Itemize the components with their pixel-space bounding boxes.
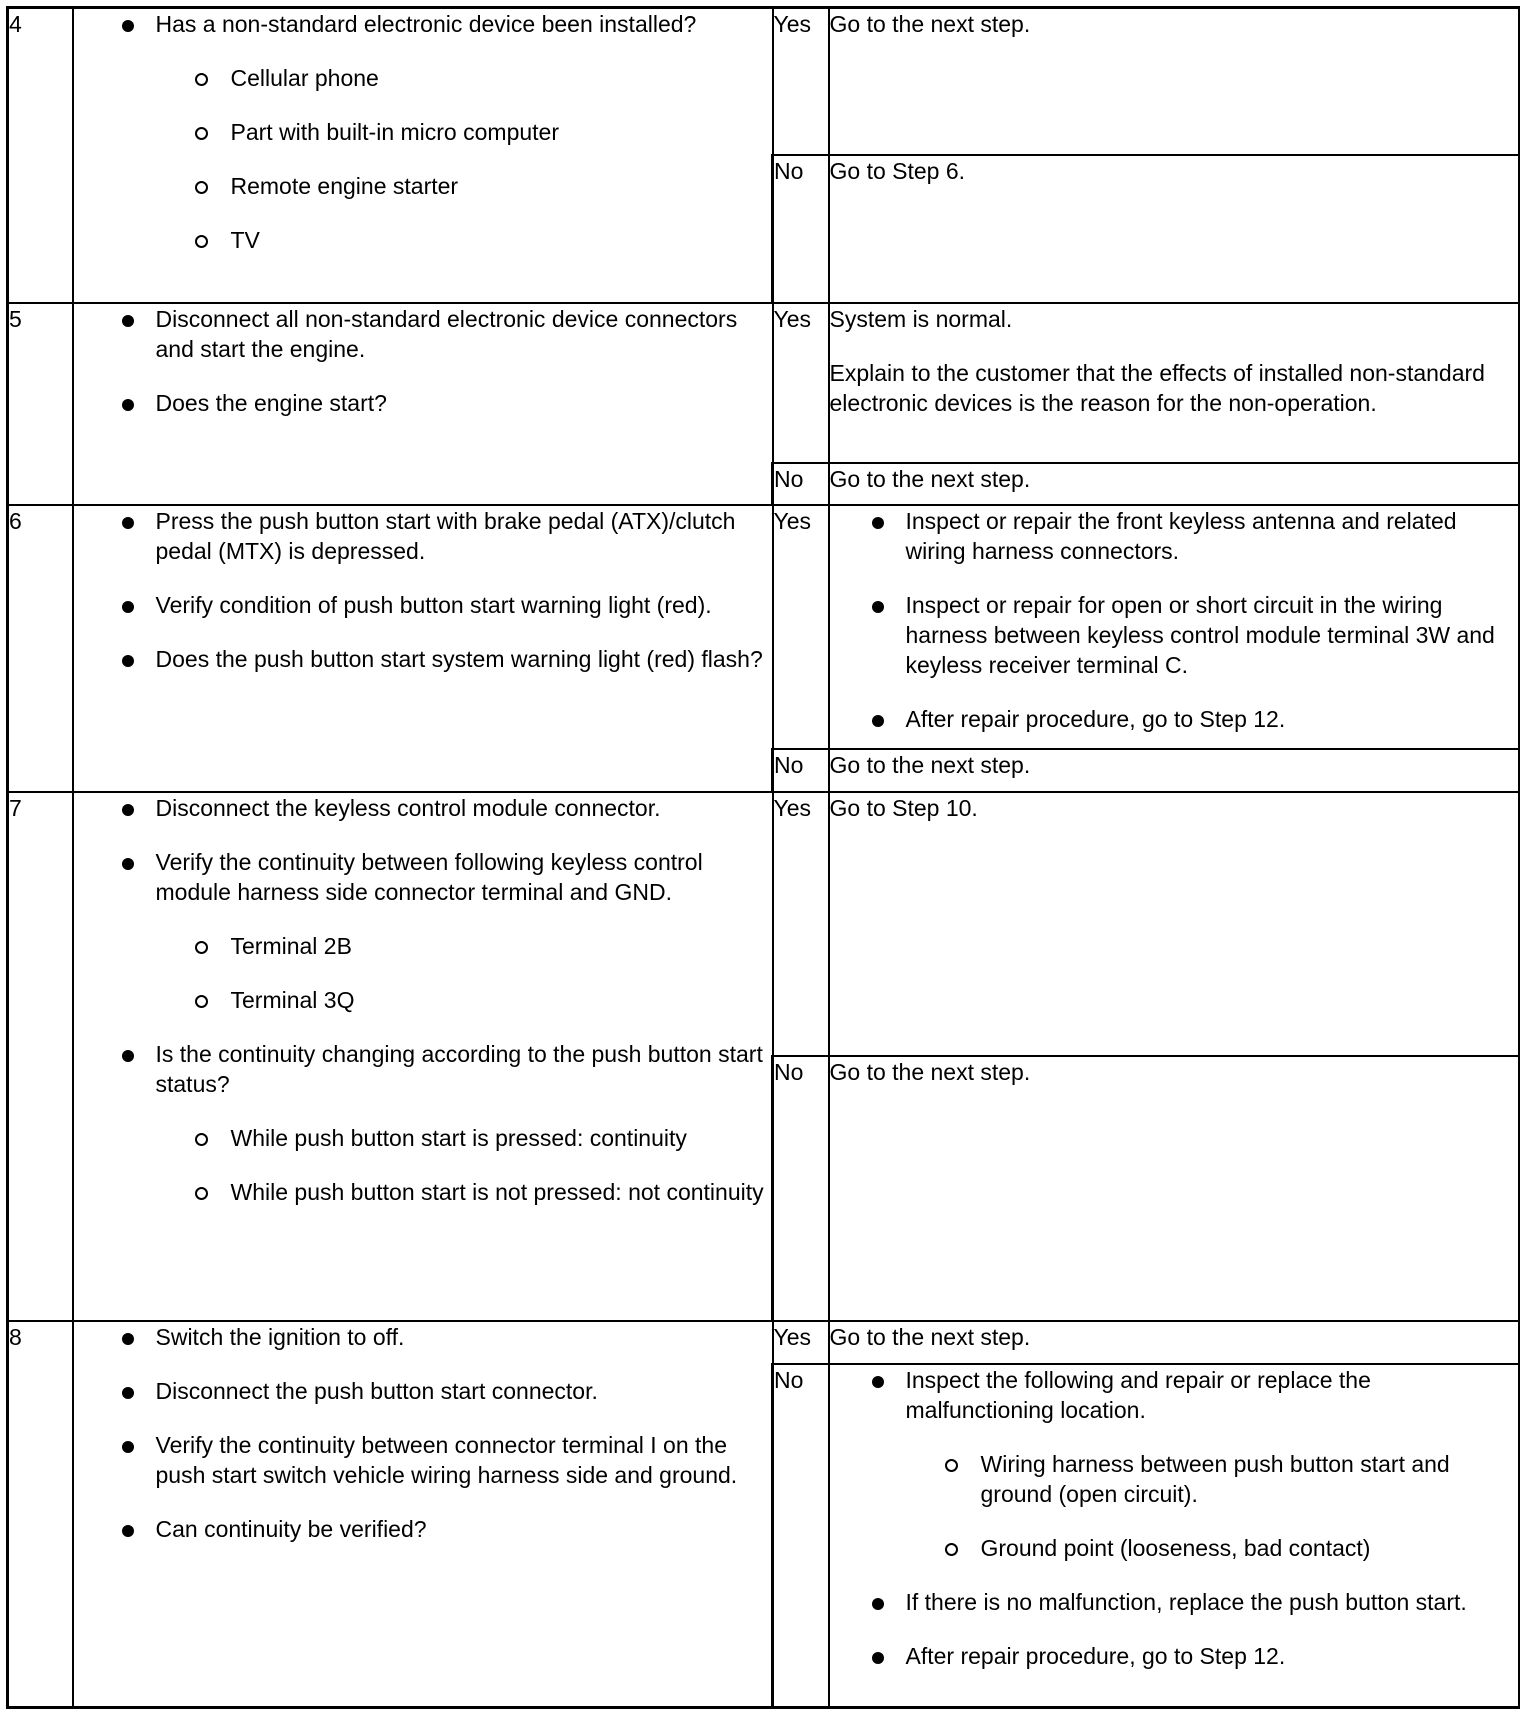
no-label: No <box>773 155 829 303</box>
action-bullet: If there is no malfunction, replace the push button start. <box>830 1587 1519 1617</box>
action-sub-bullet: Wiring harness between push button start and ground (open circuit). <box>830 1449 1519 1509</box>
result-text: System is normal. <box>829 305 1013 332</box>
bullet-item: Switch the ignition to off. <box>74 1322 772 1352</box>
step-check <box>73 8 773 303</box>
bullet-item: Disconnect the keyless control module connector. <box>74 793 772 823</box>
bullet-item: Verify condition of push button start warning light (red). <box>74 590 772 620</box>
bullet-item: Disconnect the push button start connector. <box>74 1376 772 1406</box>
no-label: No <box>773 1364 829 1708</box>
bullet-item: Has a non-standard electronic device been installed? <box>74 9 772 39</box>
step-7-yes-row <box>8 792 1520 1056</box>
sub-bullet-item: Terminal 2B <box>74 931 772 961</box>
step-6-yes-row <box>8 505 1520 749</box>
result-explanation: Explain to the customer that the effects of installed non-standard electronic devices is the reason for the non-operation. <box>829 359 1485 416</box>
step-number: 5 <box>8 303 73 505</box>
bullet-item: Disconnect all non-standard electronic device connectors and start the engine. <box>74 304 772 364</box>
step-4-yes-row <box>8 8 1520 155</box>
step-check <box>73 1321 773 1708</box>
action-bullet: Inspect or repair the front keyless antenna and related wiring harness connectors. <box>830 506 1519 566</box>
sub-bullet-item: Terminal 3Q <box>74 985 772 1015</box>
bullet-item: Verify the continuity between connector terminal I on the push start switch vehicle wiring harness side and ground. <box>74 1430 772 1490</box>
bullet-item: Verify the continuity between following keyless control module harness side connector terminal and GND. <box>74 847 772 907</box>
yes-action <box>829 303 1520 463</box>
yes-label: Yes <box>773 792 829 1056</box>
step-number: 4 <box>8 8 73 303</box>
yes-label: Yes <box>773 1321 829 1364</box>
diagnostic-procedure-table <box>6 6 1520 1709</box>
yes-action: Go to the next step. <box>829 8 1520 155</box>
yes-label: Yes <box>773 505 829 749</box>
bullet-item: Does the push button start system warning light (red) flash? <box>74 644 772 674</box>
step-number: 7 <box>8 792 73 1321</box>
no-action: Go to the next step. <box>829 1056 1520 1321</box>
action-bullet: After repair procedure, go to Step 12. <box>830 1641 1519 1671</box>
step-5-yes-row <box>8 303 1520 463</box>
no-action: Go to the next step. <box>829 749 1520 792</box>
no-action: Go to Step 6. <box>829 155 1520 303</box>
action-sub-bullet: Ground point (looseness, bad contact) <box>830 1533 1519 1563</box>
step-8-yes-row <box>8 1321 1520 1364</box>
yes-action <box>829 505 1520 749</box>
sub-bullet-item: Part with built-in micro computer <box>74 117 772 147</box>
step-number: 8 <box>8 1321 73 1708</box>
sub-bullet-item: While push button start is not pressed: not continuity <box>74 1177 772 1207</box>
step-check <box>73 303 773 505</box>
sub-bullet-item: While push button start is pressed: continuity <box>74 1123 772 1153</box>
bullet-item: Does the engine start? <box>74 388 772 418</box>
step-number: 6 <box>8 505 73 792</box>
step-check <box>73 505 773 792</box>
bullet-item: Press the push button start with brake pedal (ATX)/clutch pedal (MTX) is depressed. <box>74 506 772 566</box>
no-label: No <box>773 1056 829 1321</box>
yes-action: Go to the next step. <box>829 1321 1520 1364</box>
no-label: No <box>773 749 829 792</box>
no-action: Go to the next step. <box>829 463 1520 505</box>
bullet-item: Is the continuity changing according to the push button start status? <box>74 1039 772 1099</box>
yes-label: Yes <box>773 8 829 155</box>
no-label: No <box>773 463 829 505</box>
action-bullet: Inspect the following and repair or replace the malfunctioning location. <box>830 1365 1519 1425</box>
action-bullet: Inspect or repair for open or short circuit in the wiring harness between keyless control module terminal 3W and keyless receiver terminal C. <box>830 590 1519 680</box>
sub-bullet-item: Cellular phone <box>74 63 772 93</box>
sub-bullet-item: Remote engine starter <box>74 171 772 201</box>
step-check <box>73 792 773 1321</box>
no-action <box>829 1364 1520 1708</box>
bullet-item: Can continuity be verified? <box>74 1514 772 1544</box>
sub-bullet-item: TV <box>74 225 772 255</box>
yes-label: Yes <box>773 303 829 463</box>
yes-action: Go to Step 10. <box>829 792 1520 1056</box>
action-bullet: After repair procedure, go to Step 12. <box>830 704 1519 734</box>
